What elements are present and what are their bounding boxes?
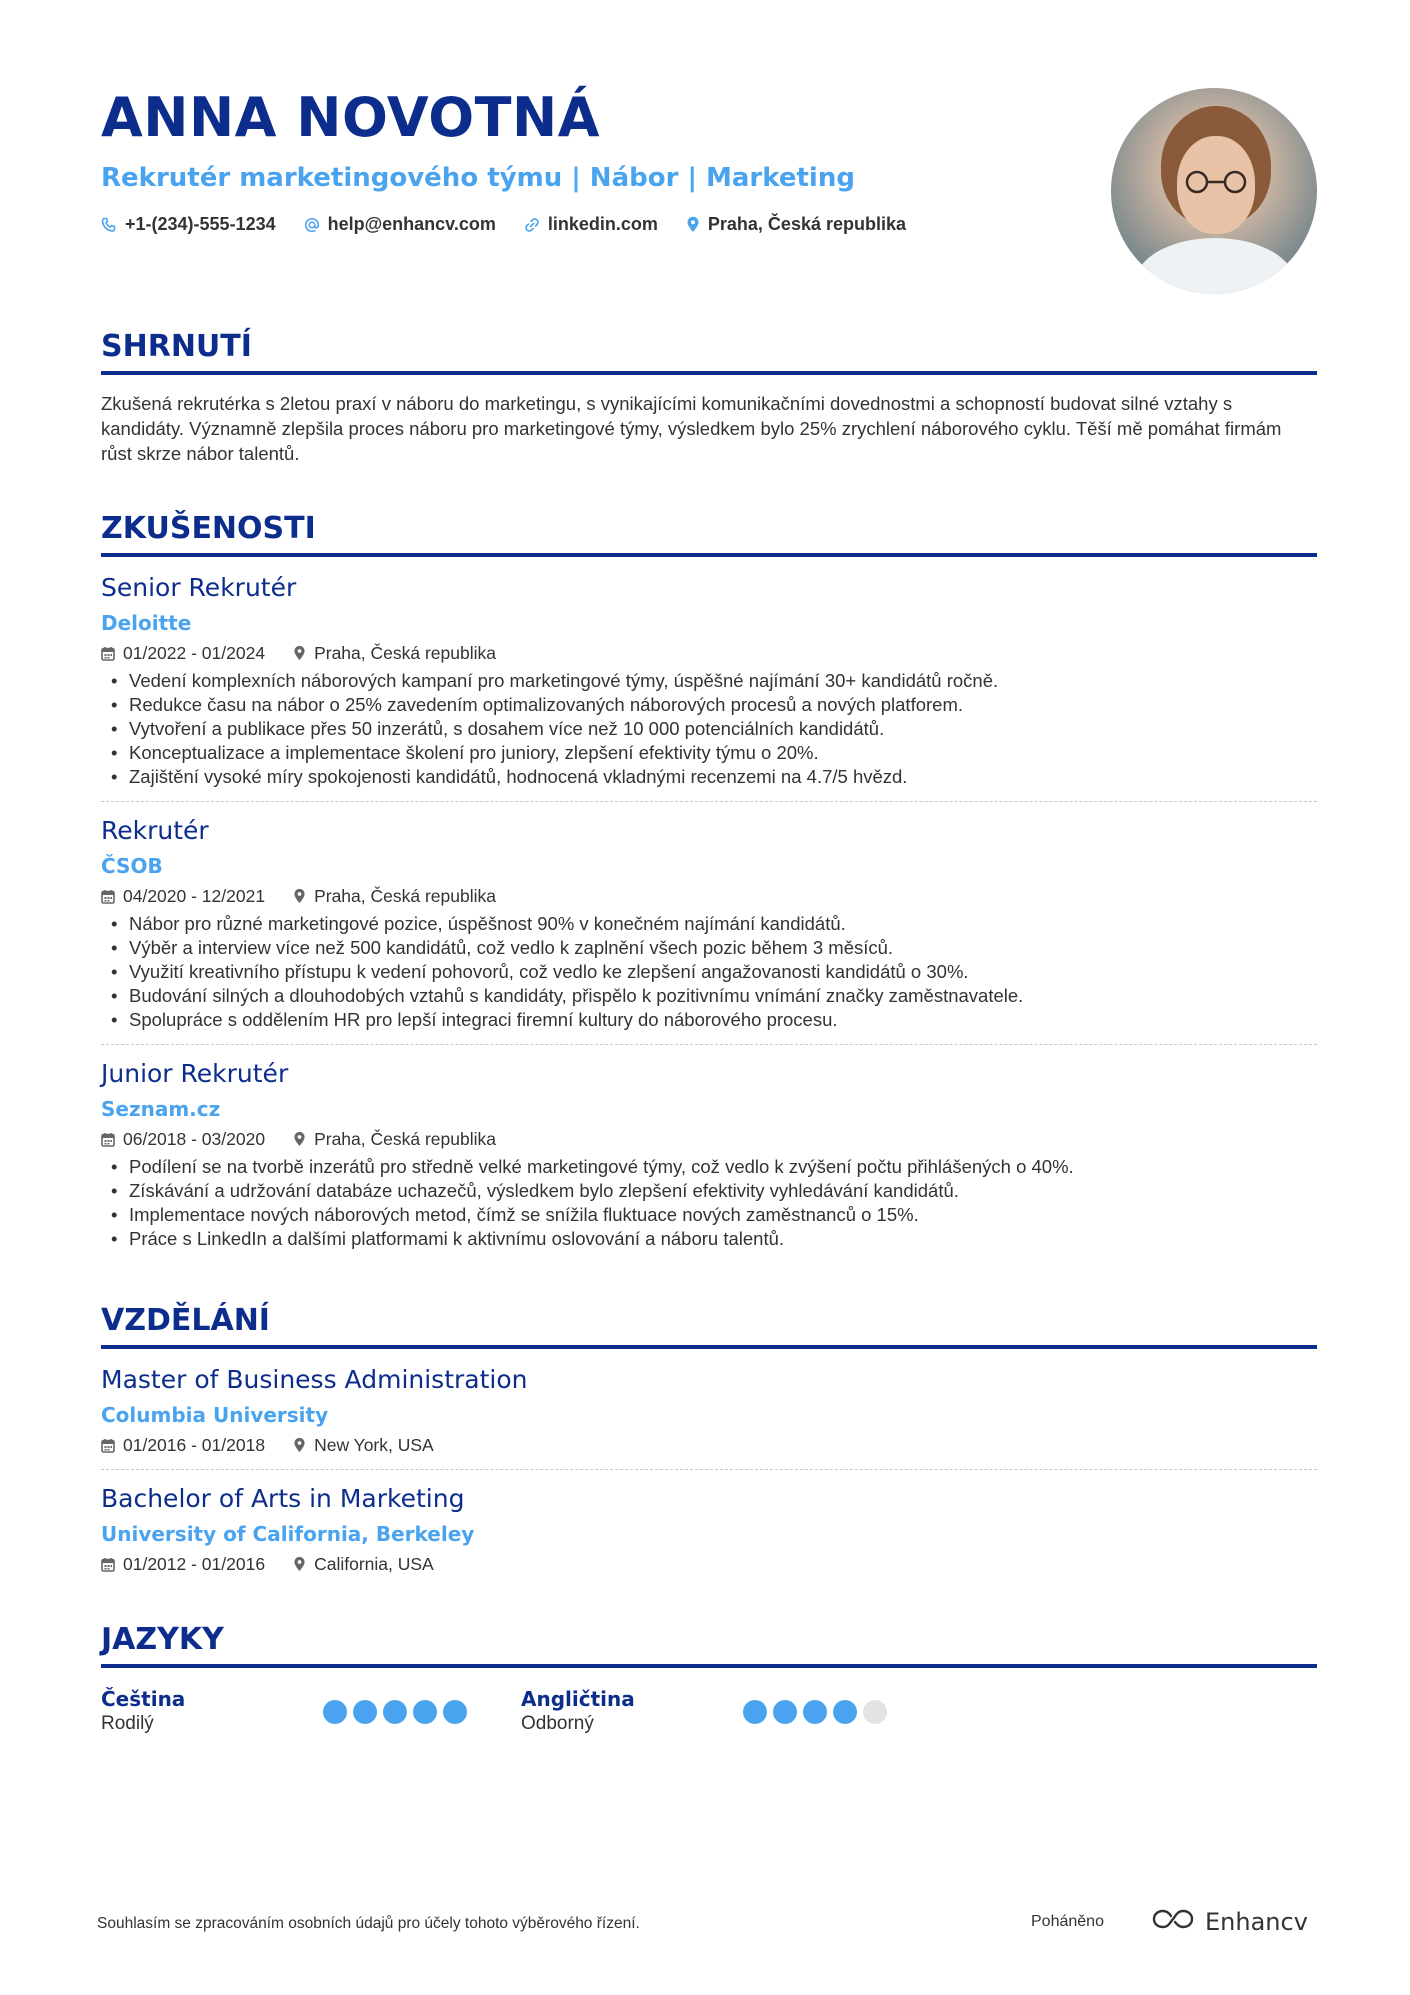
calendar-icon [101, 1132, 115, 1147]
section-title: ZKUŠENOSTI [101, 511, 316, 546]
section-title: VZDĚLÁNÍ [101, 1303, 270, 1338]
company-name: ČSOB [101, 854, 163, 878]
experience-entry [101, 1057, 1317, 1251]
rating-dot-filled [413, 1700, 437, 1724]
calendar-icon [101, 646, 115, 661]
school-name: Columbia University [101, 1403, 329, 1427]
bullet-item: • Podílení se na tvorbě inzerátů pro středně velké marketingové týmy, což vedlo k zvýšení počtu přihlášených o 40%. [101, 1155, 1317, 1179]
language-level: Rodilý [101, 1713, 154, 1734]
header [101, 82, 1101, 235]
contact-email[interactable] [304, 214, 496, 235]
calendar-icon [101, 1438, 115, 1453]
calendar-icon [101, 889, 115, 904]
map-pin-icon [293, 1437, 306, 1453]
job-location: Praha, Česká republika [314, 643, 496, 663]
rating-dot-filled [773, 1700, 797, 1724]
section-divider [101, 371, 1317, 375]
education-dates: 01/2012 - 01/2016 [123, 1554, 266, 1574]
map-pin-icon [686, 216, 700, 233]
experience-entry [101, 814, 1317, 1032]
map-pin-icon [293, 888, 306, 904]
education-list [101, 1363, 1317, 1576]
entry-separator [101, 1044, 1317, 1045]
language-item [101, 1686, 521, 1736]
languages-section [101, 1620, 1317, 1736]
bullet-item: • Konceptualizace a implementace školení pro juniory, zlepšení efektivity týmu o 20%. [101, 741, 1317, 765]
contact-linkedin[interactable] [524, 214, 658, 235]
bullet-item: • Výběr a interview více než 500 kandidátů, což vedlo k zaplnění všech pozic během 3 měsíců. [101, 936, 1317, 960]
education-entry [101, 1363, 1317, 1457]
job-title: Junior Rekrutér [101, 1059, 289, 1088]
school-name: University of California, Berkeley [101, 1522, 475, 1546]
entry-meta [101, 1433, 1317, 1457]
job-dates: 06/2018 - 03/2020 [123, 1129, 266, 1149]
candidate-tagline: Rekrutér marketingového týmu | Nábor | Marketing [101, 163, 855, 193]
job-location: Praha, Česká republika [314, 1129, 496, 1149]
bullet-item: • Získávání a udržování databáze uchazečů, výsledkem bylo zlepšení efektivity vyhledávání kandidátů. [101, 1179, 1317, 1203]
entry-meta [101, 1127, 1317, 1151]
summary-section [101, 327, 1317, 466]
link-icon [524, 217, 540, 233]
job-bullets [101, 912, 1317, 1032]
education-dates: 01/2016 - 01/2018 [123, 1435, 266, 1455]
rating-dot-empty [863, 1700, 887, 1724]
profile-photo [1111, 88, 1317, 294]
calendar-icon [101, 1557, 115, 1572]
bullet-item: • Spolupráce s oddělením HR pro lepší integraci firemní kultury do náborového procesu. [101, 1008, 1317, 1032]
bullet-item: • Nábor pro různé marketingové pozice, úspěšnost 90% v konečném najímání kandidátů. [101, 912, 1317, 936]
contact-location [686, 214, 906, 235]
education-entry [101, 1482, 1317, 1576]
rating-dot-filled [383, 1700, 407, 1724]
language-rating [323, 1700, 467, 1736]
at-icon [304, 217, 320, 233]
rating-dot-filled [353, 1700, 377, 1724]
section-divider [101, 553, 1317, 557]
job-dates: 01/2022 - 01/2024 [123, 643, 266, 663]
map-pin-icon [293, 1556, 306, 1572]
section-divider [101, 1345, 1317, 1349]
job-location: Praha, Česká republika [314, 886, 496, 906]
rating-dot-filled [833, 1700, 857, 1724]
experience-section [101, 509, 1317, 1251]
enhancv-logo[interactable] [1151, 1907, 1308, 1937]
language-name: Angličtina [521, 1687, 635, 1711]
company-name: Seznam.cz [101, 1097, 221, 1121]
bullet-item: • Implementace nových náborových metod, čímž se snížila fluktuace nových zaměstnanců o 15%. [101, 1203, 1317, 1227]
languages-list [101, 1686, 1317, 1736]
language-level: Odborný [521, 1713, 594, 1734]
education-section [101, 1301, 1317, 1576]
linkedin-text: linkedin.com [547, 214, 658, 234]
contact-bar [101, 214, 1101, 235]
rating-dot-filled [323, 1700, 347, 1724]
entry-separator [101, 801, 1317, 802]
phone-icon [101, 217, 117, 233]
job-title: Senior Rekrutér [101, 573, 297, 602]
bullet-item: • Redukce času na nábor o 25% zavedením optimalizovaných náborových procesů a nových platforem. [101, 693, 1317, 717]
bullet-item: • Budování silných a dlouhodobých vztahů s kandidáty, přispělo k pozitivnímu vnímání značky zaměstnavatele. [101, 984, 1317, 1008]
contact-phone[interactable] [101, 214, 276, 235]
experience-list [101, 571, 1317, 1251]
language-name: Čeština [101, 1687, 186, 1711]
education-location: New York, USA [314, 1435, 434, 1455]
company-name: Deloitte [101, 611, 192, 635]
consent-text: Souhlasím se zpracováním osobních údajů pro účely tohoto výběrového řízení. [97, 1915, 640, 1932]
bullet-item: • Práce s LinkedIn a dalšími platformami k aktivnímu oslovování a náboru talentů. [101, 1227, 1317, 1251]
degree-title: Bachelor of Arts in Marketing [101, 1484, 465, 1513]
phone-text: +1-(234)-555-1234 [125, 214, 276, 234]
footer [97, 1908, 1317, 1941]
education-location: California, USA [314, 1554, 434, 1574]
language-item [521, 1686, 941, 1736]
rating-dot-filled [743, 1700, 767, 1724]
bullet-item: • Využití kreativního přístupu k vedení pohovorů, což vedlo ke zlepšení angažovanosti kandidátů o 30%. [101, 960, 1317, 984]
enhancv-logo-icon [1151, 1907, 1195, 1937]
section-divider [101, 1664, 1317, 1668]
email-text: help@enhancv.com [327, 214, 496, 234]
job-title: Rekrutér [101, 816, 209, 845]
entry-meta [101, 1552, 1317, 1576]
experience-entry [101, 571, 1317, 789]
map-pin-icon [293, 1131, 306, 1147]
degree-title: Master of Business Administration [101, 1365, 528, 1394]
bullet-item: • Zajištění vysoké míry spokojenosti kandidátů, hodnocená vkladnými recenzemi na 4.7/5 hvězd. [101, 765, 1317, 789]
job-dates: 04/2020 - 12/2021 [123, 886, 266, 906]
bullet-item: • Vytvoření a publikace přes 50 inzerátů, s dosahem více než 10 000 potenciálních kandidátů. [101, 717, 1317, 741]
powered-by-label: Poháněno [1031, 1913, 1104, 1930]
entry-meta [101, 884, 1317, 908]
job-bullets [101, 669, 1317, 789]
bullet-item: • Vedení komplexních náborových kampaní pro marketingové týmy, úspěšné najímání 30+ kandidátů ročně. [101, 669, 1317, 693]
summary-text: Zkušená rekrutérka s 2letou praxí v náboru do marketingu, s vynikajícími komunikačními dovednostmi a schopností budovat silné vztahy s kandidáty. Významně zlepšila proces náboru pro marketingové týmy, výsledkem bylo 25% zrychlení náborového cyklu. Těší mě pomáhat firmám růst skrze nábor talentů. [101, 393, 1282, 464]
candidate-name: ANNA NOVOTNÁ [101, 86, 600, 149]
entry-meta [101, 641, 1317, 665]
section-title: JAZYKY [101, 1622, 224, 1657]
section-title: SHRNUTÍ [101, 329, 252, 364]
map-pin-icon [293, 645, 306, 661]
location-text: Praha, Česká republika [707, 214, 907, 234]
rating-dot-filled [443, 1700, 467, 1724]
language-rating [743, 1700, 887, 1736]
rating-dot-filled [803, 1700, 827, 1724]
entry-separator [101, 1469, 1317, 1470]
job-bullets [101, 1155, 1317, 1251]
enhancv-logo-text: Enhancv [1205, 1908, 1308, 1936]
